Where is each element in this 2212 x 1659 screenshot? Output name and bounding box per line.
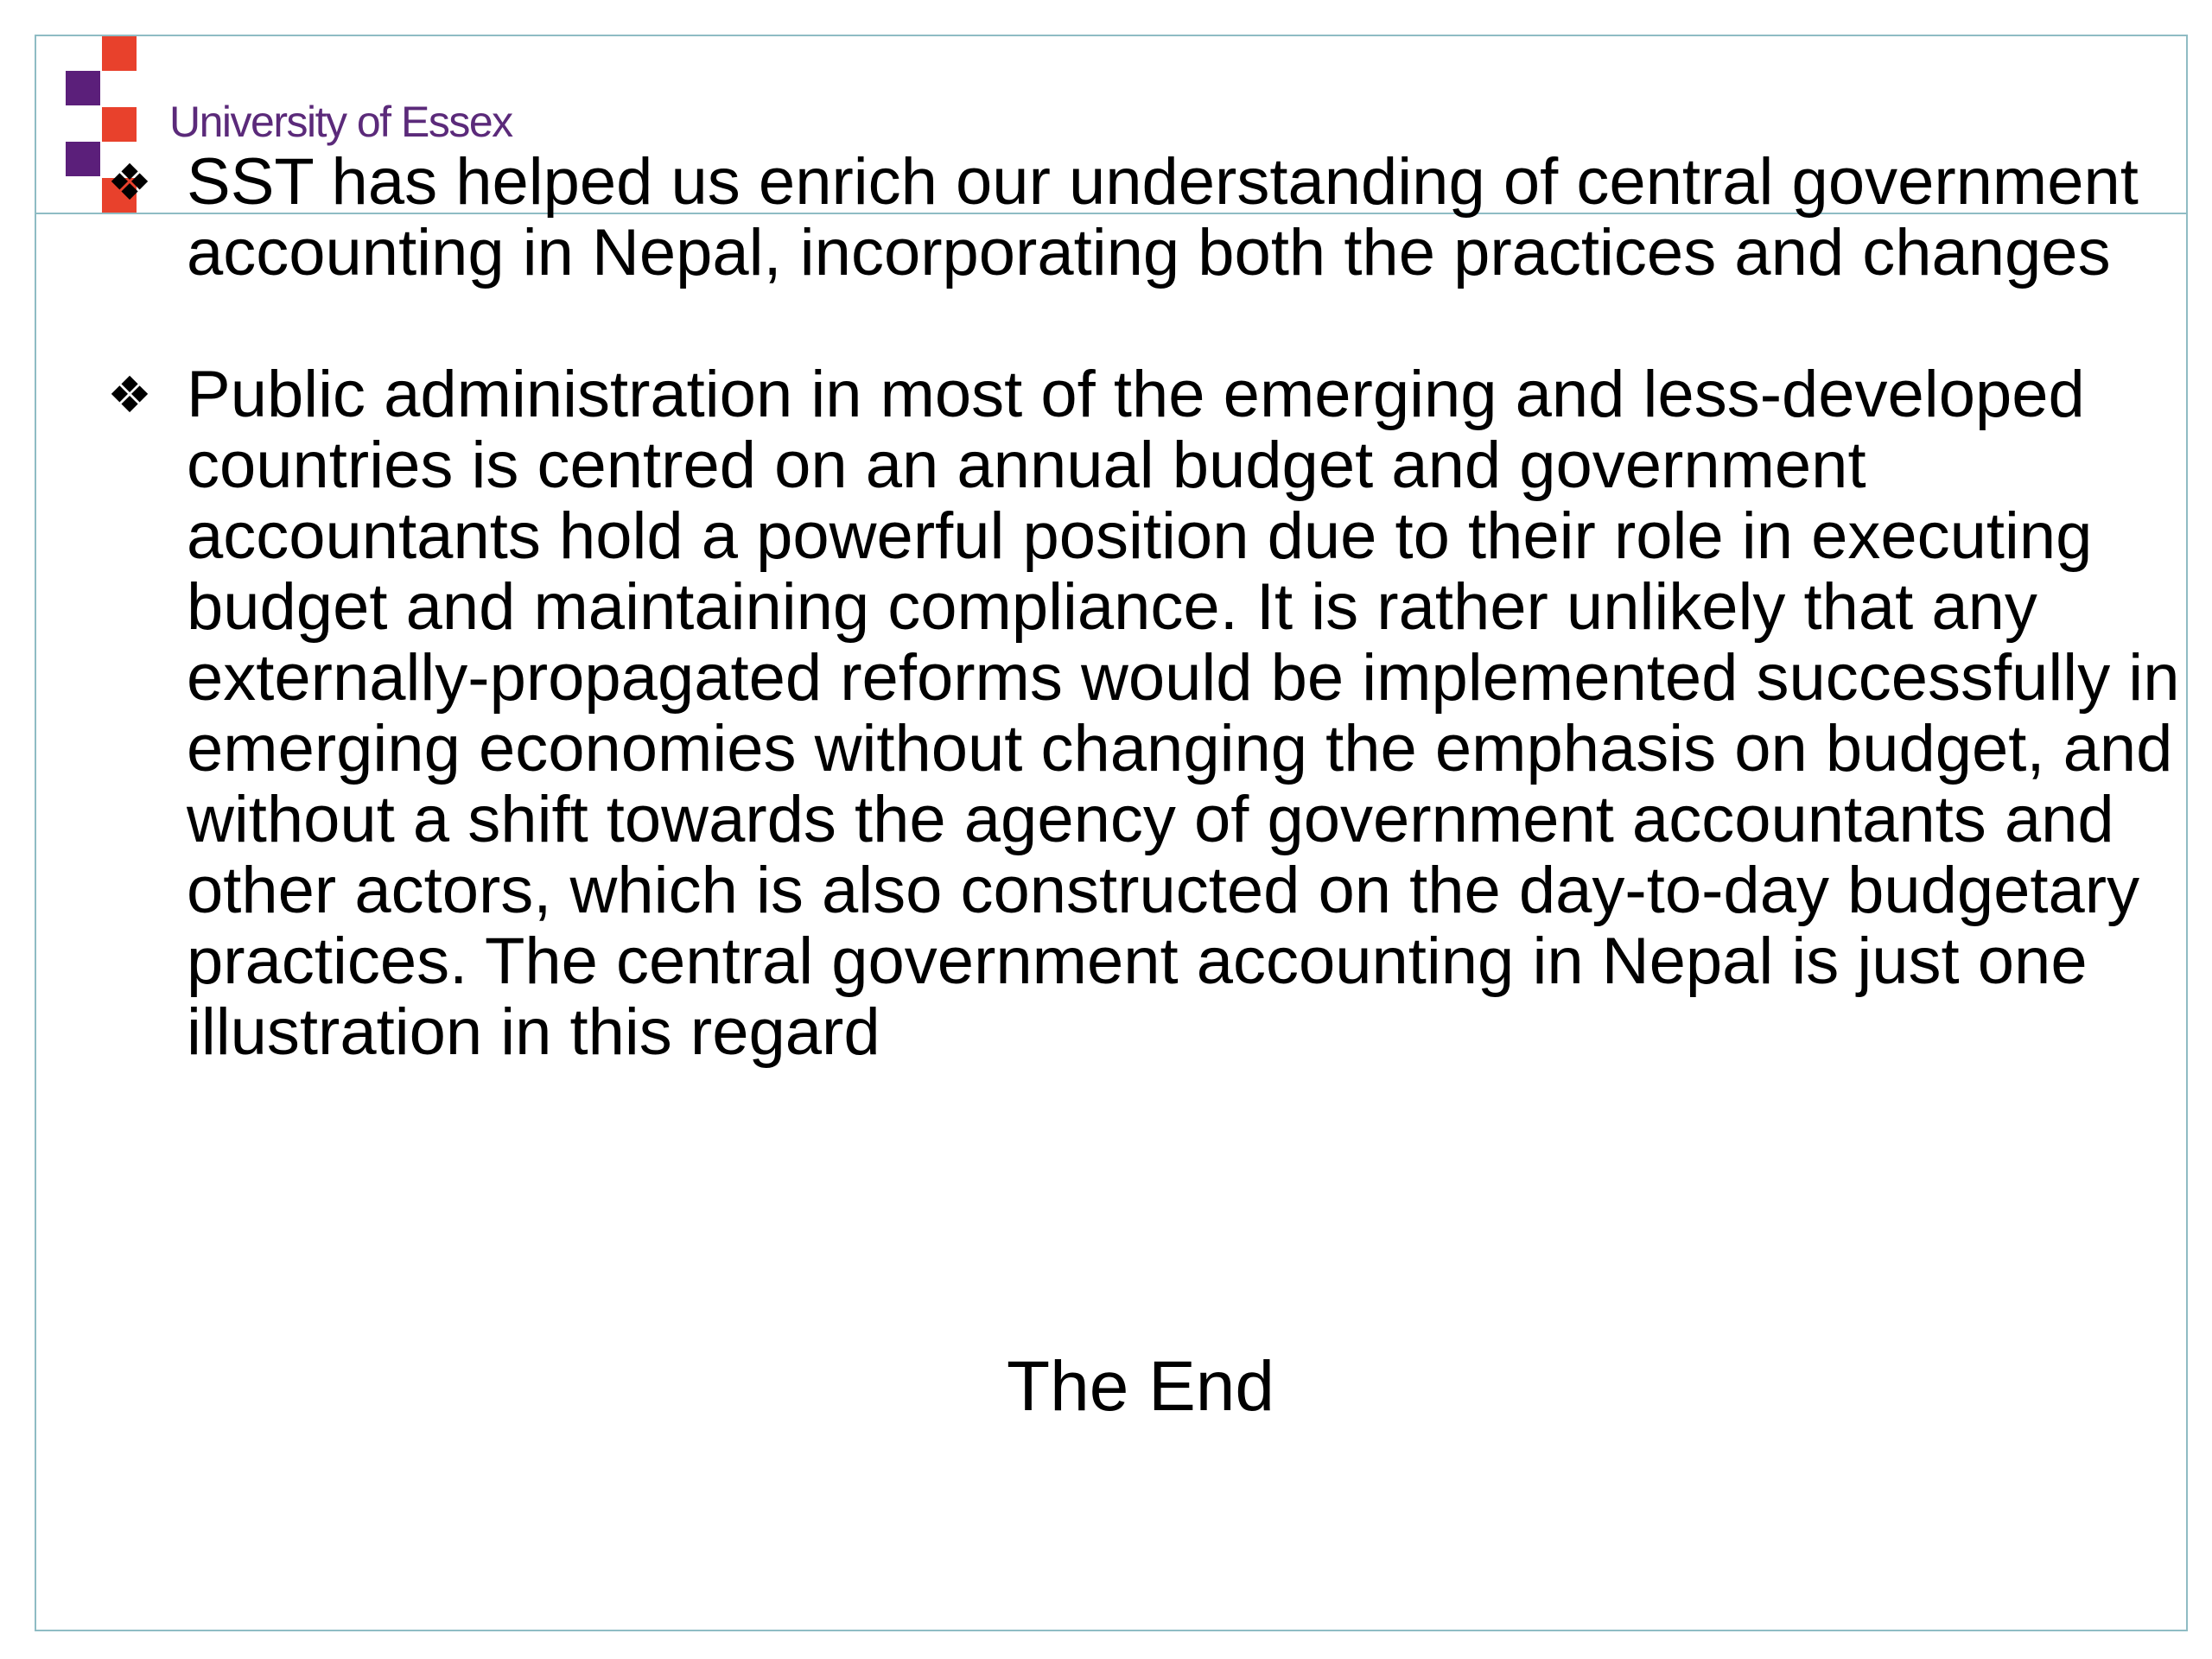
university-logo-text: University of Essex: [169, 98, 512, 146]
diamond-bullet-icon: ❖: [107, 153, 152, 212]
slide-body: [107, 147, 2181, 1068]
logo-square: [102, 36, 137, 71]
closing-text: The End: [1007, 1347, 1274, 1426]
logo-square: [66, 142, 100, 176]
logo-square: [66, 71, 100, 105]
logo-square: [102, 107, 137, 142]
bullet-text: SST has helped us enrich our understanding of central government accounting in Nepal, incorporating both the practices and changes: [187, 145, 2139, 289]
bullet-text: Public administration in most of the emerging and less-developed countries is centred on an annual budget and government accountants hold a powerful position due to their role in executing budget and maintaining compliance. It is rather unlikely that any externally-propagated reforms would be implemented successfully in emerging economies without changing the emphasis on budget, and without a shift towards the agency of government accountants and other actors, which is also constructed on the day-to-day budgetary practices. The central government accounting in Nepal is just one illustration in this regard: [187, 358, 2180, 1069]
bullet-item: [107, 359, 2181, 1068]
bullet-item: [107, 147, 2181, 289]
diamond-bullet-icon: ❖: [107, 365, 152, 424]
